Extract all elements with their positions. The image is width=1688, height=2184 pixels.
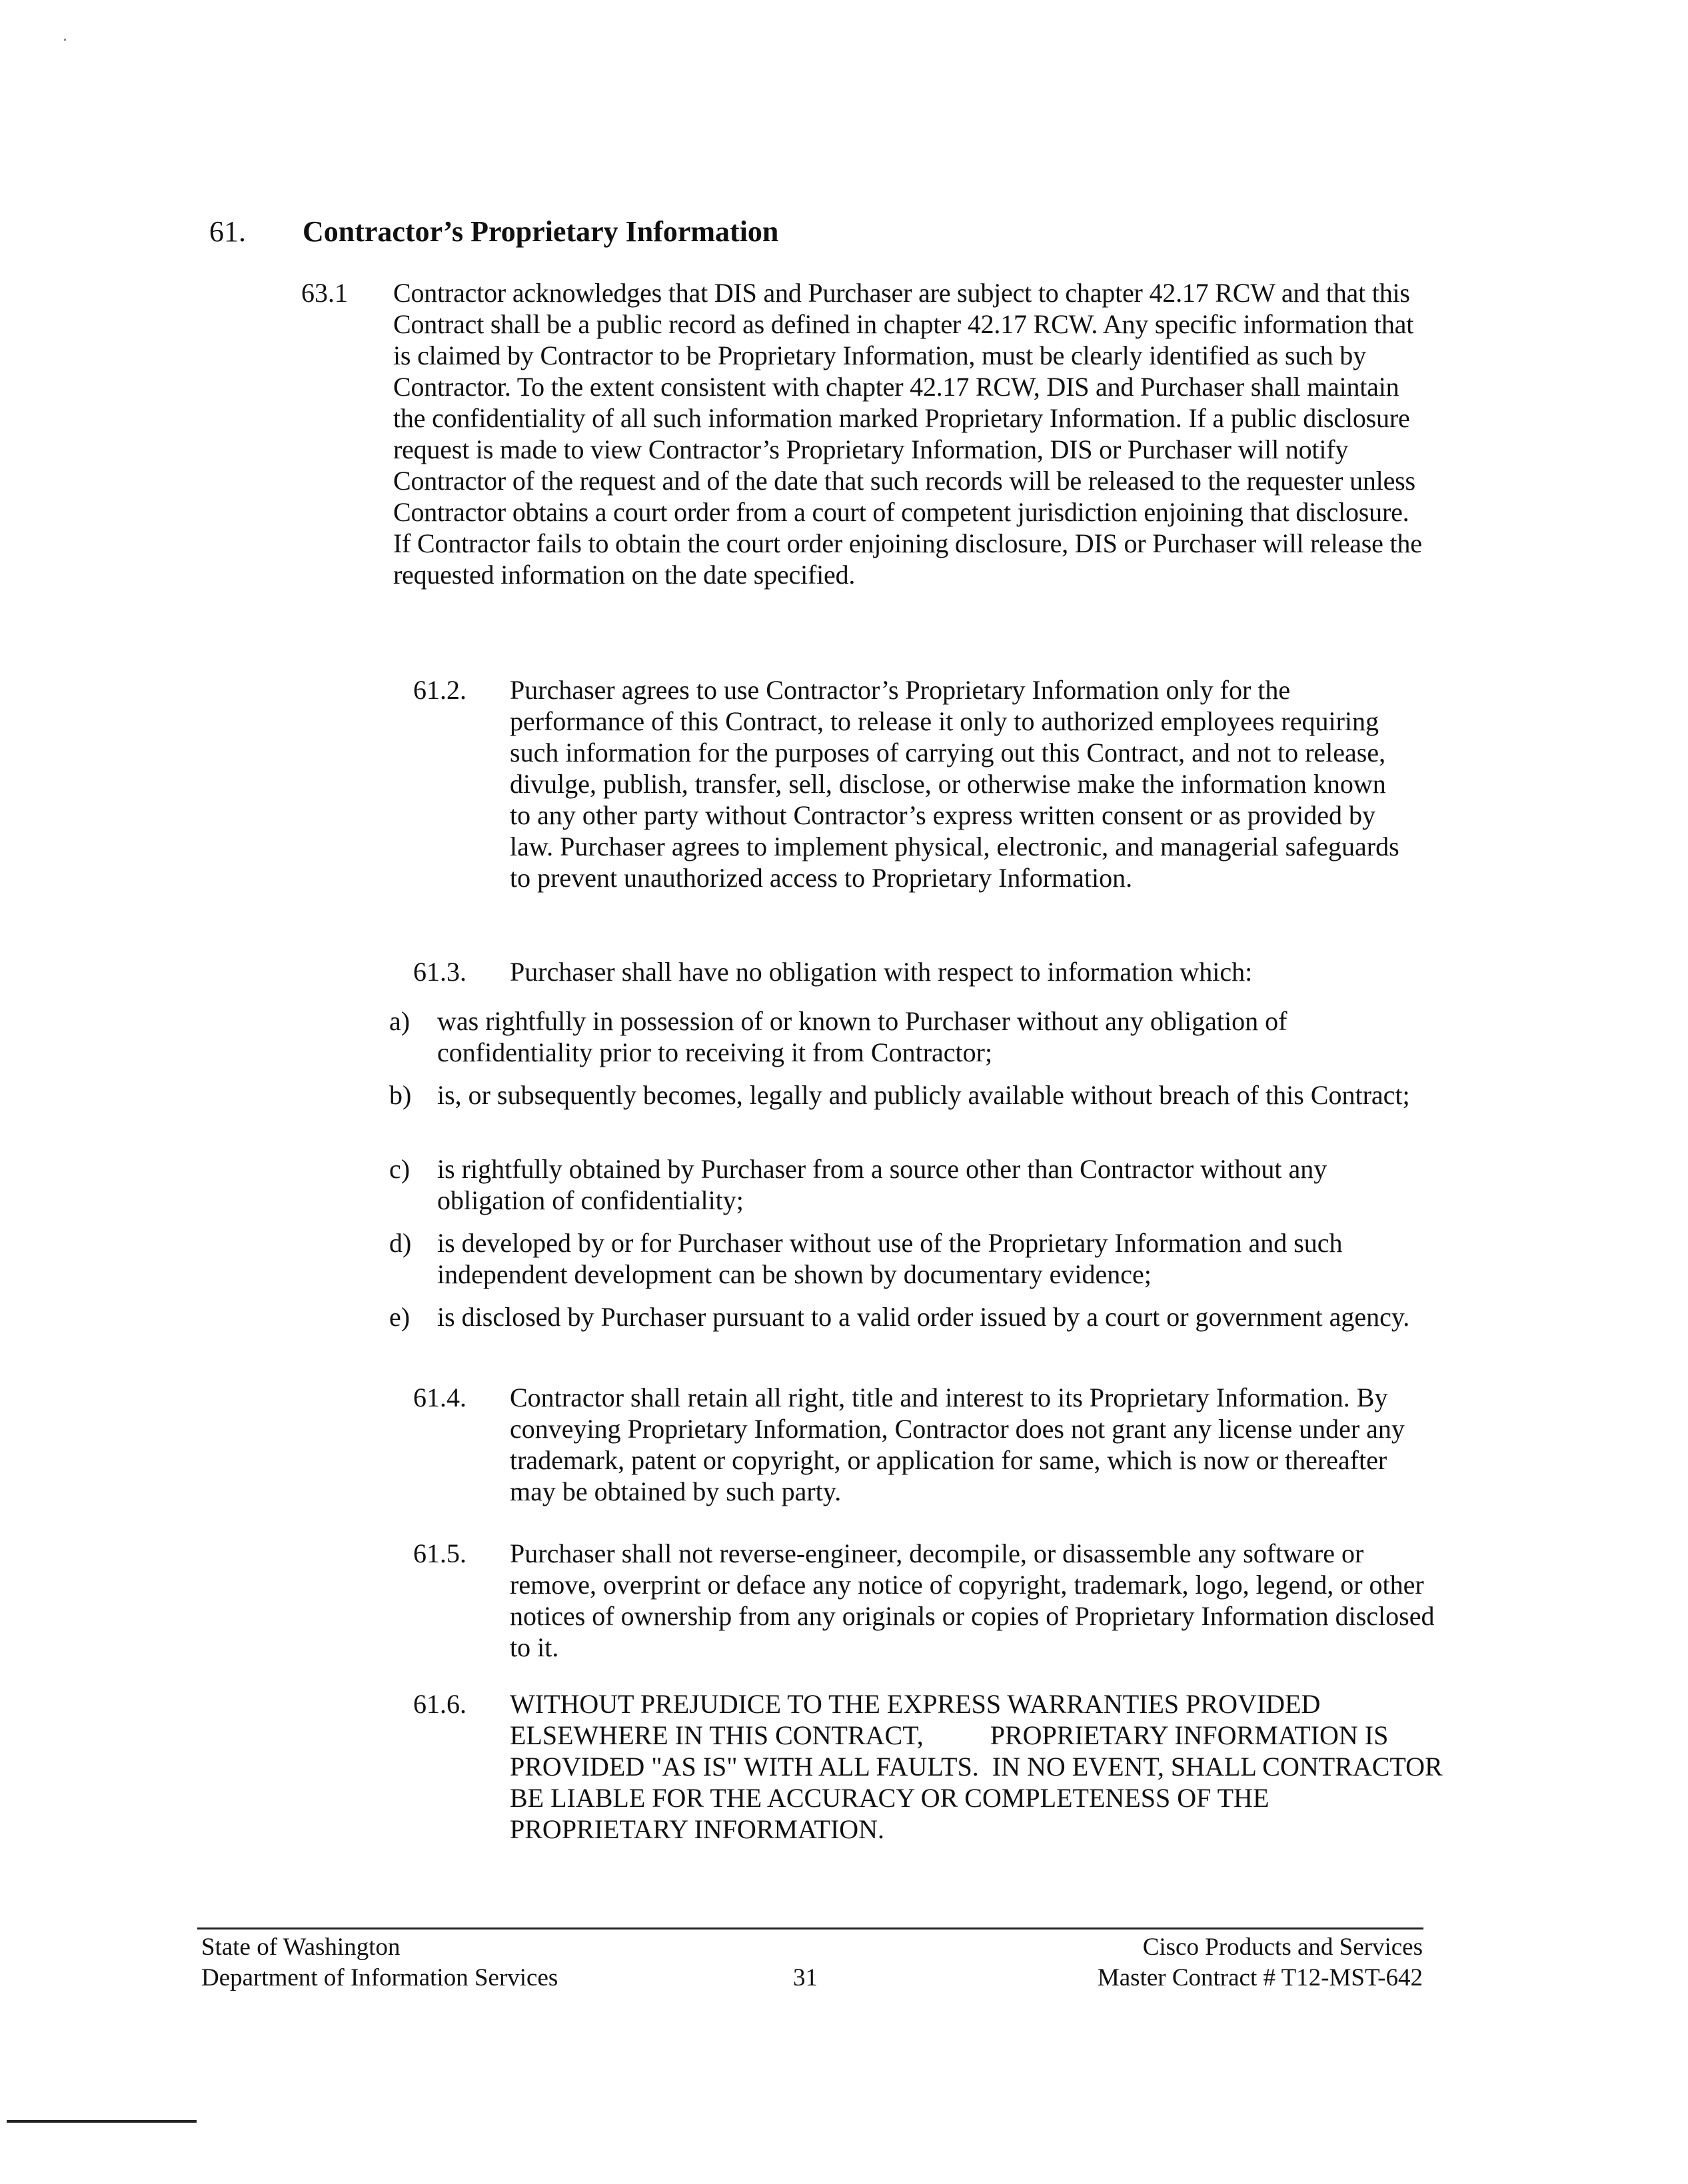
section-title: Contractor’s Proprietary Information bbox=[303, 215, 779, 248]
footer-state: State of Washington bbox=[201, 1933, 401, 1961]
list-item-text: is developed by or for Purchaser without use of the Proprietary Information and such independent development can be shown by documentary evidence; bbox=[437, 1228, 1343, 1289]
page-number: 31 bbox=[793, 1964, 818, 1991]
clause-number-61-4: 61.4. bbox=[413, 1382, 466, 1412]
clause-text-61-2: Purchaser agrees to use Contractor’s Proprietary Information only for the performance of this Contract, to release it only to authorized employees requiring such information for the purposes of carrying out this Contract, and not to release, divulge, publish, transfer, sell, disclose, or otherwise make the information known to any other party without Contractor’s express written consent or as provided by law. Purchaser agrees to implement physical, electronic, and managerial safeguards to prevent unauthorized access to Proprietary Information. bbox=[510, 675, 1399, 893]
clause-number-61-3: 61.3. bbox=[413, 957, 466, 987]
clause-number-61-6: 61.6. bbox=[413, 1689, 466, 1719]
footer-contract-number: Master Contract # T12-MST-642 bbox=[1097, 1964, 1423, 1991]
clause-text-61-3: Purchaser shall have no obligation with respect to information which: bbox=[510, 957, 1253, 987]
clause-text-61-4: Contractor shall retain all right, title and interest to its Proprietary Information. By conveying Proprietary Information, Contractor does not grant any license under any trademark, patent or copyright, or application for same, which is now or thereafter may be obtained by such party. bbox=[510, 1382, 1405, 1506]
clause-text-61-5: Purchaser shall not reverse-engineer, decompile, or disassemble any software or remove, overprint or deface any notice of copyright, trademark, logo, legend, or other notices of ownership from any originals or copies of Proprietary Information disclosed to it. bbox=[510, 1538, 1435, 1662]
scan-speck bbox=[64, 39, 66, 41]
scan-edge-line bbox=[7, 2120, 197, 2123]
list-item-letter: c) bbox=[389, 1154, 411, 1184]
list-item-text: is disclosed by Purchaser pursuant to a valid order issued by a court or government agency. bbox=[437, 1302, 1410, 1332]
list-item-letter: d) bbox=[389, 1228, 412, 1258]
clause-number-61-5: 61.5. bbox=[413, 1538, 466, 1568]
footer-product: Cisco Products and Services bbox=[1142, 1933, 1423, 1961]
section-number: 61. bbox=[209, 215, 246, 248]
clause-text-61-6: WITHOUT PREJUDICE TO THE EXPRESS WARRANTIES PROVIDED ELSEWHERE IN THIS CONTRACT, PROPRIETARY INFORMATION IS PROVIDED "AS IS" WITH ALL FAULTS. IN NO EVENT, SHALL CONTRACTOR BE LIABLE FOR THE ACCURACY OR COMPLETENESS OF THE PROPRIETARY INFORMATION. bbox=[510, 1689, 1449, 1844]
footer-department: Department of Information Services bbox=[201, 1964, 558, 1991]
footer-divider bbox=[197, 1927, 1423, 1929]
list-item-letter: a) bbox=[389, 1006, 411, 1036]
list-item-text: is, or subsequently becomes, legally and publicly available without breach of this Contract; bbox=[437, 1080, 1410, 1110]
list-item-text: is rightfully obtained by Purchaser from a source other than Contractor without any obligation of confidentiality; bbox=[437, 1154, 1327, 1215]
clause-number-63-1: 63.1 bbox=[301, 278, 348, 308]
clause-number-61-2: 61.2. bbox=[413, 675, 466, 705]
list-item-letter: b) bbox=[389, 1080, 412, 1110]
clause-text-63-1: Contractor acknowledges that DIS and Purchaser are subject to chapter 42.17 RCW and that this Contract shall be a public record as defined in chapter 42.17 RCW. Any specific information that is claimed by Contractor to be Proprietary Information, must be clearly identified as such by Contractor. To the extent consistent with chapter 42.17 RCW, DIS and Purchaser shall maintain the confidentiality of all such information marked Proprietary Information. If a public disclosure request is made to view Contractor’s Proprietary Information, DIS or Purchaser will notify Contractor of the request and of the date that such records will be released to the requester unless Contractor obtains a court order from a court of competent jurisdiction enjoining that disclosure. If Contractor fails to obtain the court order enjoining disclosure, DIS or Purchaser will release the requested information on the date specified. bbox=[393, 278, 1422, 590]
list-item-text: was rightfully in possession of or known to Purchaser without any obligation of confidentiality prior to receiving it from Contractor; bbox=[437, 1006, 1287, 1067]
list-item-letter: e) bbox=[389, 1302, 411, 1332]
